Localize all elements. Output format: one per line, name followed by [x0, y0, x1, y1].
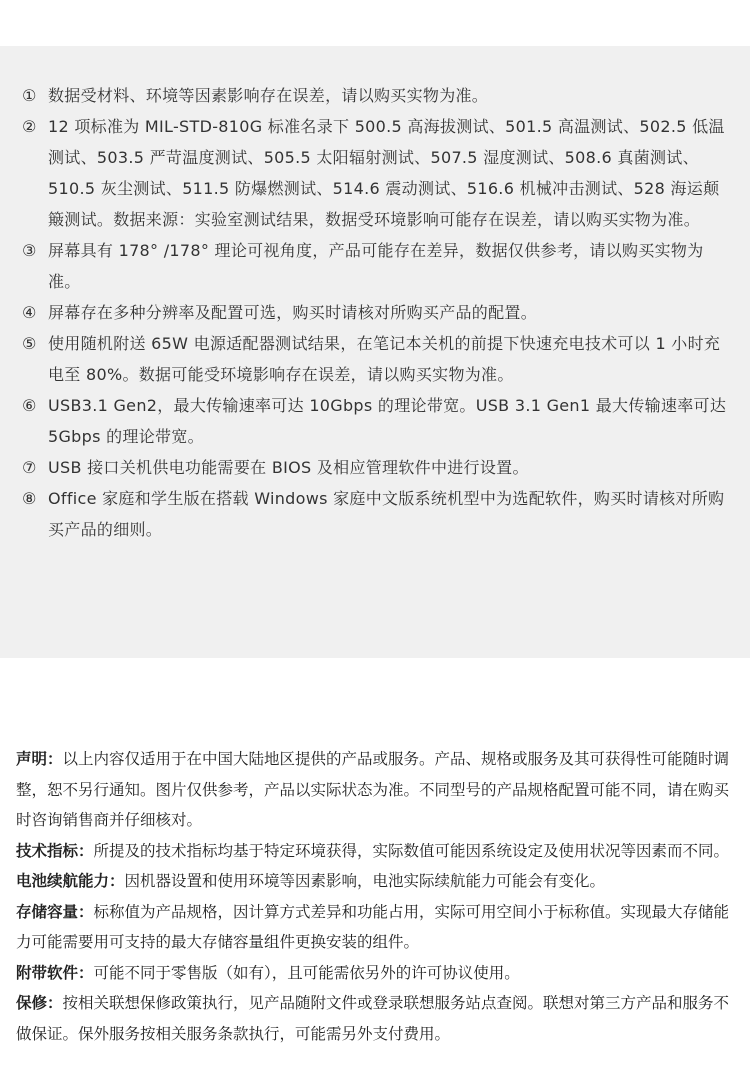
- footnote-marker: ③: [22, 241, 37, 260]
- footnote-item: [22, 328, 732, 390]
- footnote-item: [22, 390, 732, 452]
- footnote-item: [22, 483, 732, 545]
- footnotes-panel: [0, 46, 750, 658]
- top-spacer: [0, 0, 750, 46]
- footnote-item: [22, 235, 732, 297]
- footnote-text: 使用随机附送 65W 电源适配器测试结果，在笔记本关机的前提下快速充电技术可以 1 小时充电至 80%。数据可能受环境影响存在误差，请以购买实物为准。: [48, 334, 721, 384]
- footnote-marker: ④: [22, 303, 37, 322]
- footnote-item: [22, 80, 732, 111]
- disclaimer-text: 按相关联想保修政策执行，见产品随附文件或登录联想服务站点查阅。联想对第三方产品和服务不做保证。保外服务按相关服务条款执行，可能需另外支付费用。: [16, 994, 730, 1043]
- footnote-text: 屏幕存在多种分辨率及配置可选，购买时请核对所购买产品的配置。: [48, 303, 538, 322]
- disclaimer-text: 所提及的技术指标均基于特定环境获得，实际数值可能因系统设定及使用状况等因素而不同。: [93, 841, 730, 860]
- footnote-text: USB3.1 Gen2，最大传输速率可达 10Gbps 的理论带宽。USB 3.1 Gen1 最大传输速率可达 5Gbps 的理论带宽。: [48, 396, 727, 446]
- disclaimer-label: 技术指标：: [16, 841, 94, 860]
- disclaimer-statement: [16, 744, 730, 836]
- footnote-item: [22, 297, 732, 328]
- footnote-marker: ①: [22, 86, 37, 105]
- footnote-text: Office 家庭和学生版在搭载 Windows 家庭中文版系统机型中为选配软件，购买时请核对所购买产品的细则。: [48, 489, 725, 539]
- disclaimer-label: 声明：: [16, 750, 63, 768]
- footnote-text: 数据受材料、环境等因素影响存在误差，请以购买实物为准。: [48, 86, 489, 105]
- disclaimer-tech-specs: [16, 836, 730, 867]
- section-divider-space: [0, 658, 750, 712]
- footnote-text: 屏幕具有 178° /178° 理论可视角度，产品可能存在差异，数据仅供参考，请以购买实物为准。: [48, 241, 704, 291]
- disclaimer-text: 以上内容仅适用于在中国大陆地区提供的产品或服务。产品、规格或服务及其可获得性可能随时调整，恕不另行通知。图片仅供参考，产品以实际状态为准。不同型号的产品规格配置可能不同，请在购买时咨询销售商并仔细核对。: [16, 750, 730, 829]
- disclaimer-label: 附带软件：: [16, 963, 94, 982]
- footnote-marker: ②: [22, 117, 37, 136]
- footnote-text: USB 接口关机供电功能需要在 BIOS 及相应管理软件中进行设置。: [48, 458, 529, 477]
- disclaimer-label: 保修：: [16, 994, 63, 1012]
- footnote-marker: ⑧: [22, 489, 37, 508]
- footnote-marker: ⑥: [22, 396, 37, 415]
- disclaimer-text: 可能不同于零售版（如有），且可能需依另外的许可协议使用。: [93, 963, 520, 982]
- disclaimer-text: 标称值为产品规格，因计算方式差异和功能占用，实际可用空间小于标称值。实现最大存储能力可能需要用可支持的最大存储容量组件更换安装的组件。: [16, 902, 730, 951]
- disclaimer-label: 电池续航能力：: [16, 872, 125, 890]
- footnote-marker: ⑤: [22, 334, 37, 353]
- disclaimer-label: 存储容量：: [16, 902, 94, 921]
- disclaimer-software: [16, 958, 730, 989]
- footnote-item: [22, 111, 732, 235]
- footnote-marker: ⑦: [22, 458, 37, 477]
- disclaimer-section: [0, 712, 750, 1049]
- disclaimer-battery: [16, 866, 730, 897]
- disclaimer-storage: [16, 897, 730, 958]
- disclaimer-warranty: [16, 988, 730, 1049]
- footnote-item: [22, 452, 732, 483]
- disclaimer-text: 因机器设置和使用环境等因素影响，电池实际续航能力可能会有变化。: [124, 872, 606, 890]
- footnote-text: 12 项标准为 MIL-STD-810G 标准名录下 500.5 高海拔测试、501.5 高温测试、502.5 低温测试、503.5 严苛温度测试、505.5 太阳辐射测试、507.5 湿度测试、508.6 真菌测试、510.5 灰尘测试、511.5 防爆燃测试、514.6 震动测试、516.6 机械冲击测试、528 海运颠簸测试。数据来源：实验室测试结果，数据受环境影响可能存在误差，请以购买实物为准。: [48, 117, 725, 229]
